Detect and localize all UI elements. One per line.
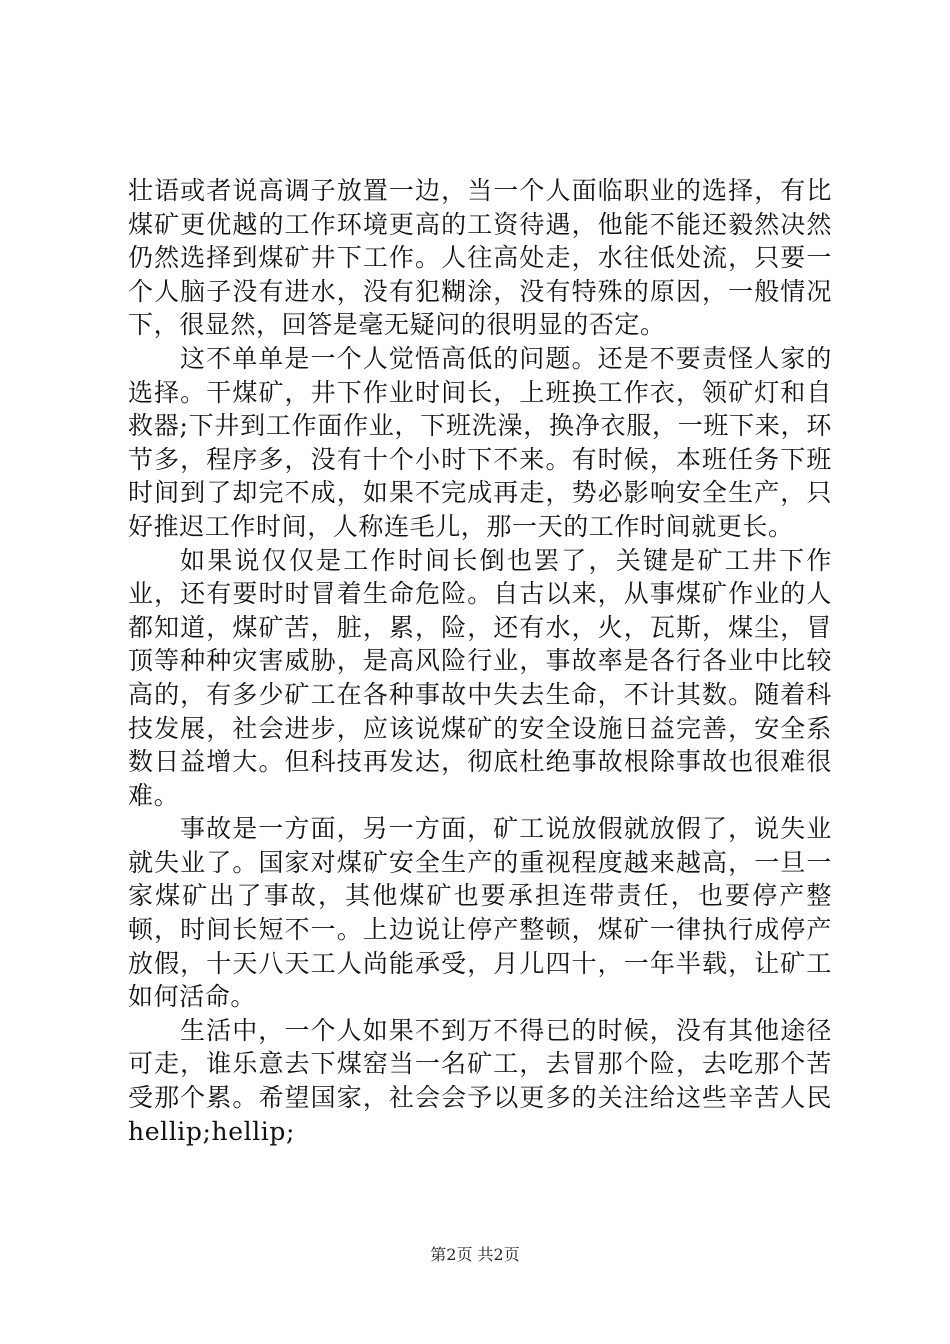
paragraph-5: 生活中，一个人如果不到万不得已的时候，没有其他途径可走，谁乐意去下煤窑当一名矿工，去冒那个险，去吃那个苦受那个累。希望国家，社会会予以更多的关注给这些辛苦人民hellip;hellip; bbox=[128, 1015, 832, 1146]
paragraph-4: 事故是一方面，另一方面，矿工说放假就放假了，说失业就失业了。国家对煤矿安全生产的重视程度越来越高，一旦一家煤矿出了事故，其他煤矿也要承担连带责任，也要停产整顿，时间长短不一。上边说让停产整顿，煤矿一律执行成停产放假，十天八天工人尚能承受，月儿四十，一年半载，让矿工如何活命。 bbox=[128, 814, 832, 1012]
document-body bbox=[128, 174, 832, 1148]
paragraph-3: 如果说仅仅是工作时间长倒也罢了，关键是矿工井下作业，还有要时时冒着生命危险。自古以来，从事煤矿作业的人都知道，煤矿苦，脏，累，险，还有水，火，瓦斯，煤尘，冒顶等种种灾害威胁，是高风险行业，事故率是各行各业中比较高的，有多少矿工在各种事故中失去生命，不计其数。随着科技发展，社会进步，应该说煤矿的安全设施日益完善，安全系数日益增大。但科技再发达，彻底杜绝事故根除事故也很难很难。 bbox=[128, 545, 832, 810]
paragraph-2: 这不单单是一个人觉悟高低的问题。还是不要责怪人家的选择。干煤矿，井下作业时间长，上班换工作衣，领矿灯和自救器;下井到工作面作业，下班洗澡，换净衣服，一班下来，环节多，程序多，没有十个小时下不来。有时候，本班任务下班时间到了却完不成，如果不完成再走，势必影响安全生产，只好推迟工作时间，人称连毛儿，那一天的工作时间就更长。 bbox=[128, 343, 832, 541]
page-footer bbox=[0, 1244, 950, 1266]
paragraph-1: 壮语或者说高调子放置一边，当一个人面临职业的选择，有比煤矿更优越的工作环境更高的工资待遇，他能不能还毅然决然仍然选择到煤矿井下工作。人往高处走，水往低处流，只要一个人脑子没有进水，没有犯糊涂，没有特殊的原因，一般情况下，很显然，回答是毫无疑问的很明显的否定。 bbox=[128, 176, 832, 340]
page-number-label: 第2页 共2页 bbox=[430, 1245, 520, 1264]
